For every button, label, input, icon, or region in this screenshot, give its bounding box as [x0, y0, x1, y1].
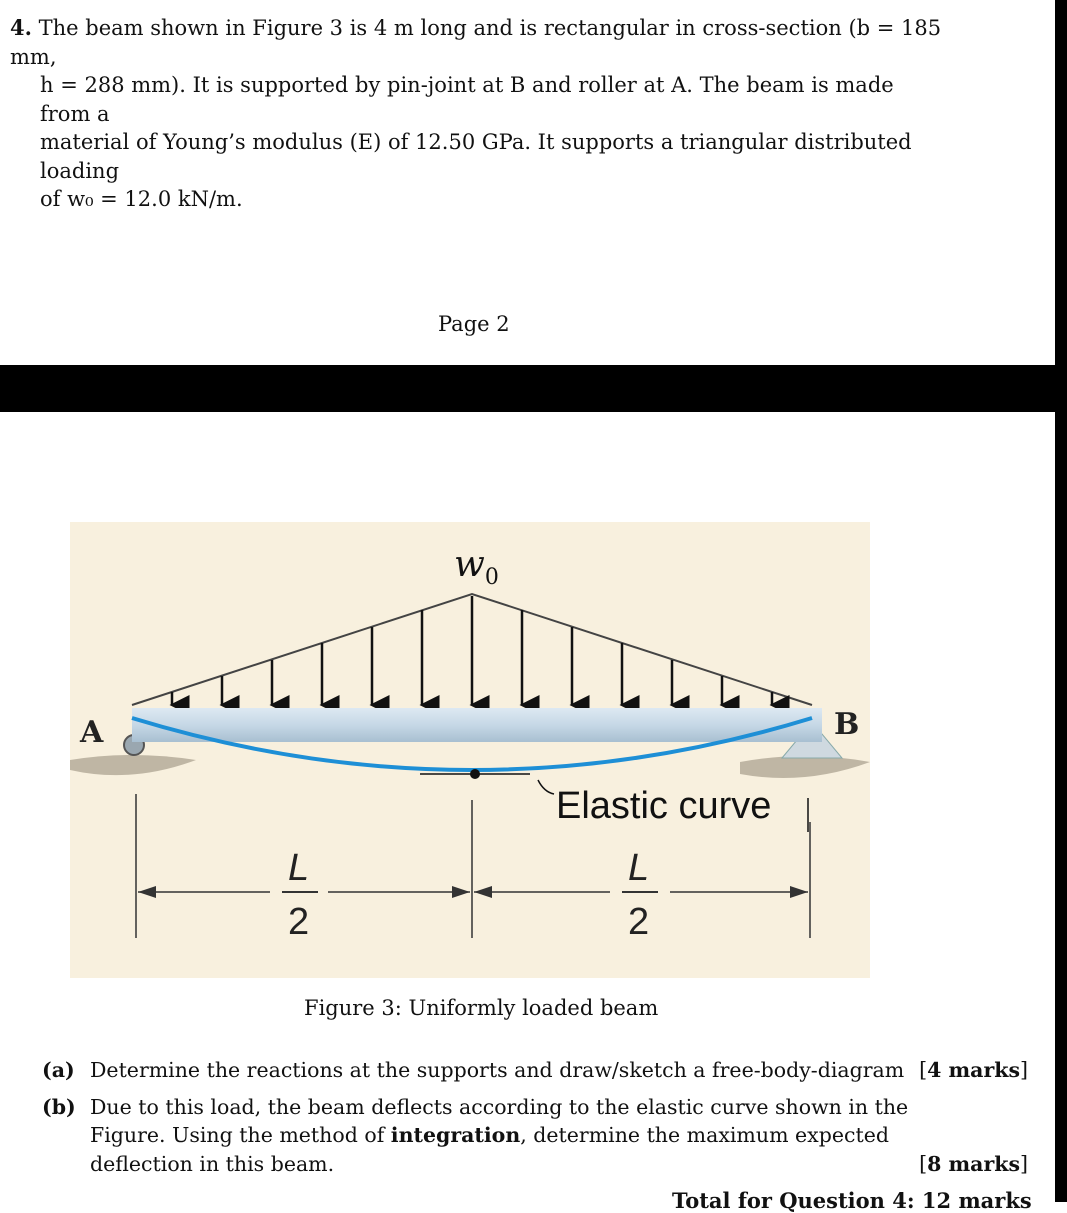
beam-figure [70, 522, 870, 978]
dim-right-denominator: 2 [628, 901, 650, 943]
part-b-label: (b) [42, 1094, 76, 1119]
part-b-text: Due to this load, the beam deflects according to the elastic curve shown in the Figure. Using the method of integration, determine the maximum expected deflection in this beam. [90, 1094, 909, 1176]
question-line-3: material of Young’s modulus (E) of 12.50 GPa. It supports a triangular distributed loading [40, 130, 912, 183]
support-b-label: B [834, 707, 860, 742]
question-line-1: The beam shown in Figure 3 is 4 m long and is rectangular in cross-section (b = 185 mm, [10, 16, 942, 69]
part-a-label: (a) [42, 1058, 75, 1082]
page-bottom [0, 412, 1055, 1213]
part-b [42, 1093, 1032, 1179]
load-arrows [172, 596, 772, 705]
page-number: Page 2 [438, 312, 510, 336]
beam [132, 708, 822, 742]
load-label: $w_0$ [454, 544, 499, 590]
right-edge-strip [1055, 0, 1067, 1202]
curve-label: Elastic curve [556, 785, 772, 827]
part-a [42, 1056, 1032, 1085]
part-a-text: Determine the reactions at the supports and draw/sketch a free-body-diagram [90, 1058, 905, 1082]
page-top [0, 0, 1055, 365]
figure-caption: Figure 3: Uniformly loaded beam [304, 996, 659, 1020]
max-deflection-point [470, 769, 480, 779]
part-a-marks: [4 marks] [919, 1058, 1028, 1082]
question-total: Total for Question 4: 12 marks [672, 1188, 1032, 1213]
dim-left-numerator: L [288, 847, 310, 889]
dim-right-numerator: L [628, 847, 650, 889]
support-a-ground [70, 755, 196, 775]
dim-left-denominator: 2 [288, 901, 310, 943]
beam-diagram [70, 522, 870, 978]
support-a-label: A [80, 715, 104, 750]
support-b-ground [740, 756, 870, 778]
question-text [10, 14, 950, 214]
question-line-4: of w₀ = 12.0 kN/m. [40, 187, 243, 211]
question-number: 4. [10, 15, 32, 40]
question-line-2: h = 288 mm). It is supported by pin-joint at B and roller at A. The beam is made from a [40, 73, 894, 126]
curve-label-leader [538, 780, 554, 794]
page-separator [0, 365, 1067, 412]
question-parts [42, 1056, 1032, 1178]
part-b-marks: [8 marks] [919, 1151, 1028, 1176]
